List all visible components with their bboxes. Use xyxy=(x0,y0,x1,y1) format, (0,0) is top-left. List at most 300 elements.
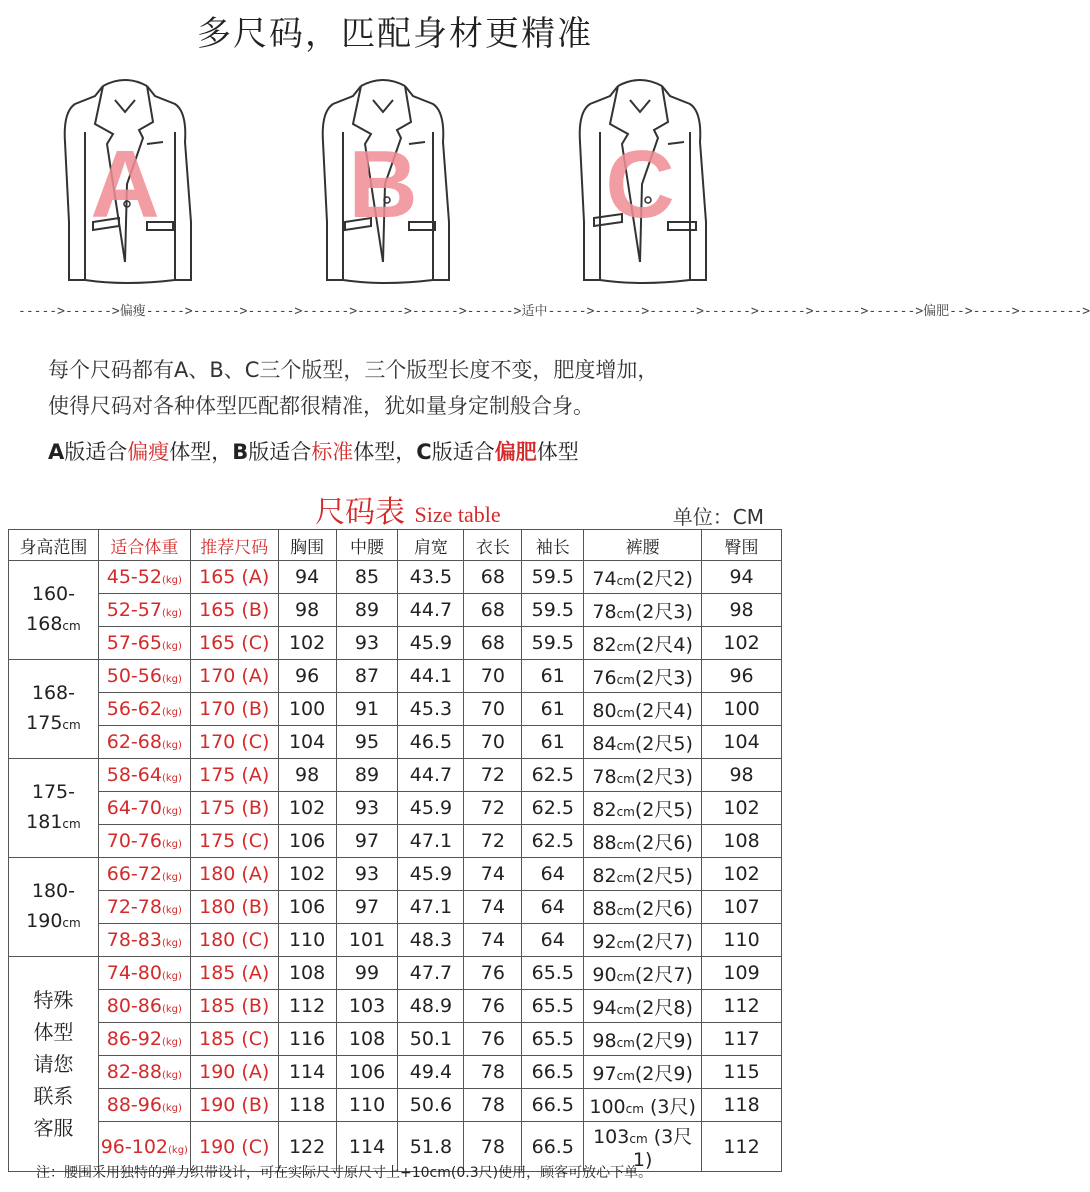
table-cell: 47.1 xyxy=(398,891,464,924)
table-cell: 106 xyxy=(278,825,336,858)
special-line: 客服 xyxy=(33,1116,74,1140)
table-cell xyxy=(584,726,702,759)
waist-cm: 103 xyxy=(593,1126,630,1148)
col-header: 中腰 xyxy=(336,530,398,561)
jacket-b-letter: B xyxy=(348,131,418,238)
waist-chi: (2尺3) xyxy=(634,600,693,623)
height-end-value: 175 xyxy=(26,712,63,734)
type-text: 版适合 xyxy=(431,440,495,464)
table-row xyxy=(9,660,782,693)
table-cell: 170 (A) xyxy=(190,660,278,693)
table-cell: 106 xyxy=(336,1056,398,1089)
table-row xyxy=(9,924,782,957)
waist-cm: 94 xyxy=(592,996,617,1019)
table-cell: 165 (A) xyxy=(190,561,278,594)
table-cell: 62.5 xyxy=(522,759,584,792)
table-cell: 91 xyxy=(336,693,398,726)
table-cell: 62.5 xyxy=(522,792,584,825)
kg-unit: (kg) xyxy=(161,641,182,652)
table-cell: 50.1 xyxy=(398,1023,464,1056)
jacket-c xyxy=(570,72,720,292)
table-cell: 62.5 xyxy=(522,825,584,858)
height-end xyxy=(9,807,98,839)
table-cell: 98 xyxy=(702,759,782,792)
waist-cm: 97 xyxy=(592,1062,617,1085)
waist-chi: (2尺3) xyxy=(634,666,693,689)
special-contact xyxy=(9,957,99,1172)
table-cell: 87 xyxy=(336,660,398,693)
table-cell: 49.4 xyxy=(398,1056,464,1089)
waist-chi: (2尺4) xyxy=(634,699,693,722)
special-line: 请您 xyxy=(33,1052,74,1076)
height-end xyxy=(9,708,98,740)
waist-cm: 82 xyxy=(592,798,617,821)
table-row xyxy=(9,726,782,759)
table-cell: 190 (C) xyxy=(190,1122,278,1172)
jacket-a xyxy=(55,72,205,292)
table-cell: 102 xyxy=(702,858,782,891)
table-cell xyxy=(584,990,702,1023)
type-text: 体型， xyxy=(169,440,233,464)
cm-unit: cm xyxy=(616,870,635,885)
kg-unit: (kg) xyxy=(161,971,182,982)
height-end-value: 181 xyxy=(26,811,63,833)
height-start: 160- xyxy=(31,583,75,605)
table-cell: 112 xyxy=(278,990,336,1023)
table-cell xyxy=(98,891,190,924)
type-a: A xyxy=(48,440,65,464)
desc-line-2: 使得尺码对各种体型匹配都很精准，犹如量身定制般合身。 xyxy=(48,394,594,418)
col-header: 臀围 xyxy=(702,530,782,561)
table-cell: 78 xyxy=(464,1122,522,1172)
table-cell xyxy=(98,792,190,825)
table-row xyxy=(9,858,782,891)
table-cell: 100 xyxy=(702,693,782,726)
table-cell: 85 xyxy=(336,561,398,594)
table-cell: 175 (B) xyxy=(190,792,278,825)
waist-cm: 90 xyxy=(592,963,617,986)
cm-unit: cm xyxy=(62,718,81,732)
waist-cm: 92 xyxy=(592,930,617,953)
table-row xyxy=(9,825,782,858)
table-cell: 66.5 xyxy=(522,1122,584,1172)
fit-seg: -->----->--------> xyxy=(949,304,1090,319)
table-cell: 43.5 xyxy=(398,561,464,594)
table-cell: 95 xyxy=(336,726,398,759)
height-start: 168- xyxy=(31,682,75,704)
table-cell: 98 xyxy=(278,594,336,627)
table-cell: 94 xyxy=(278,561,336,594)
waist-chi: (2尺8) xyxy=(634,996,693,1019)
jacket-a-letter: A xyxy=(90,131,160,238)
table-cell xyxy=(584,1056,702,1089)
table-cell xyxy=(584,594,702,627)
col-header: 身高范围 xyxy=(9,530,99,561)
table-cell: 185 (A) xyxy=(190,957,278,990)
table-cell: 44.7 xyxy=(398,594,464,627)
table-cell: 108 xyxy=(336,1023,398,1056)
waist-chi: (2尺4) xyxy=(634,633,693,656)
weight-value: 72-78 xyxy=(106,896,162,918)
table-cell: 93 xyxy=(336,627,398,660)
table-cell: 115 xyxy=(702,1056,782,1089)
table-cell: 175 (A) xyxy=(190,759,278,792)
kg-unit: (kg) xyxy=(161,674,182,685)
table-cell: 94 xyxy=(702,561,782,594)
special-line: 特殊 xyxy=(33,988,74,1012)
table-cell: 89 xyxy=(336,759,398,792)
height-end-value: 190 xyxy=(26,910,63,932)
table-cell xyxy=(98,594,190,627)
table-cell: 65.5 xyxy=(522,990,584,1023)
table-cell xyxy=(98,759,190,792)
waist-cm: 82 xyxy=(592,864,617,887)
table-cell xyxy=(98,660,190,693)
table-cell xyxy=(98,726,190,759)
weight-value: 88-96 xyxy=(106,1094,162,1116)
table-cell: 93 xyxy=(336,792,398,825)
table-cell: 48.3 xyxy=(398,924,464,957)
size-table-header xyxy=(0,487,790,530)
table-cell: 45.9 xyxy=(398,792,464,825)
table-cell xyxy=(584,957,702,990)
col-header: 衣长 xyxy=(464,530,522,561)
type-b-label: 标准 xyxy=(311,440,354,464)
kg-unit: (kg) xyxy=(161,938,182,949)
table-cell: 180 (B) xyxy=(190,891,278,924)
table-cell: 102 xyxy=(702,792,782,825)
table-cell: 96 xyxy=(278,660,336,693)
cm-unit: cm xyxy=(616,606,635,621)
table-cell: 110 xyxy=(702,924,782,957)
cm-unit: cm xyxy=(62,916,81,930)
table-cell: 102 xyxy=(278,792,336,825)
type-a-label: 偏瘦 xyxy=(127,440,170,464)
table-cell: 170 (B) xyxy=(190,693,278,726)
col-header: 袖长 xyxy=(522,530,584,561)
size-table-title-en: Size table xyxy=(414,502,501,527)
fit-scale xyxy=(18,300,1090,319)
table-cell: 51.8 xyxy=(398,1122,464,1172)
cm-unit: cm xyxy=(616,903,635,918)
table-cell: 64 xyxy=(522,858,584,891)
table-cell: 76 xyxy=(464,990,522,1023)
type-c: C xyxy=(416,440,432,464)
waist-chi: (2尺6) xyxy=(634,831,693,854)
table-cell: 104 xyxy=(702,726,782,759)
cm-unit: cm xyxy=(616,804,635,819)
cm-unit: cm xyxy=(616,837,635,852)
weight-value: 78-83 xyxy=(106,929,162,951)
table-cell: 74 xyxy=(464,858,522,891)
jacket-b xyxy=(313,72,463,292)
footnote: 注：腰围采用独特的弹力织带设计，可在实际尺寸原尺寸上+10cm(0.3尺)使用，顾客可放心下单。 xyxy=(36,1165,653,1181)
cm-unit: cm xyxy=(616,1068,635,1083)
weight-value: 74-80 xyxy=(106,962,162,984)
table-cell: 47.1 xyxy=(398,825,464,858)
table-cell: 64 xyxy=(522,924,584,957)
height-range xyxy=(9,660,99,759)
cm-unit: cm xyxy=(62,619,81,633)
waist-chi: (2尺2) xyxy=(634,567,693,590)
table-cell: 112 xyxy=(702,990,782,1023)
table-cell: 59.5 xyxy=(522,627,584,660)
weight-value: 96-102 xyxy=(100,1135,169,1158)
waist-cm: 74 xyxy=(592,567,617,590)
table-cell: 44.1 xyxy=(398,660,464,693)
waist-cm: 84 xyxy=(592,732,617,755)
col-header: 肩宽 xyxy=(398,530,464,561)
waist-cm: 82 xyxy=(592,633,617,656)
table-cell xyxy=(98,693,190,726)
table-cell: 93 xyxy=(336,858,398,891)
table-cell: 68 xyxy=(464,627,522,660)
table-cell: 97 xyxy=(336,825,398,858)
waist-chi: (2尺9) xyxy=(634,1029,693,1052)
table-cell: 103 xyxy=(336,990,398,1023)
table-cell: 108 xyxy=(278,957,336,990)
size-table-title-cn: 尺码表 xyxy=(315,495,405,530)
special-line: 联系 xyxy=(33,1084,74,1108)
kg-unit: (kg) xyxy=(161,1070,182,1081)
table-cell xyxy=(98,561,190,594)
table-cell: 76 xyxy=(464,1023,522,1056)
col-header: 胸围 xyxy=(278,530,336,561)
fit-label-thin: 偏瘦 xyxy=(119,304,146,319)
waist-chi: (2尺5) xyxy=(634,798,693,821)
cm-unit: cm xyxy=(616,1035,635,1050)
type-text: 体型， xyxy=(353,440,417,464)
jacket-illustrations xyxy=(0,72,790,292)
waist-cm: 88 xyxy=(592,831,617,854)
table-row xyxy=(9,1089,782,1122)
waist-cm: 98 xyxy=(592,1029,617,1052)
weight-value: 86-92 xyxy=(106,1028,162,1050)
type-text: 版适合 xyxy=(248,440,312,464)
table-cell xyxy=(584,924,702,957)
col-header: 推荐尺码 xyxy=(190,530,278,561)
table-cell xyxy=(584,627,702,660)
table-cell: 102 xyxy=(278,858,336,891)
fit-label-mid: 适中 xyxy=(521,304,548,319)
cm-unit: cm xyxy=(629,1132,648,1146)
table-cell xyxy=(584,858,702,891)
table-cell: 45.9 xyxy=(398,627,464,660)
kg-unit: (kg) xyxy=(161,1103,182,1114)
table-cell: 185 (B) xyxy=(190,990,278,1023)
table-cell: 68 xyxy=(464,561,522,594)
jacket-c-letter: C xyxy=(605,131,675,238)
special-line: 体型 xyxy=(33,1020,74,1044)
table-row xyxy=(9,759,782,792)
table-cell xyxy=(584,1089,702,1122)
table-cell: 48.9 xyxy=(398,990,464,1023)
weight-value: 57-65 xyxy=(106,632,162,654)
height-end-value: 168 xyxy=(26,613,63,635)
fit-seg: ----->------>------>------>------>------>------> xyxy=(547,304,924,319)
table-cell xyxy=(584,792,702,825)
table-cell: 165 (C) xyxy=(190,627,278,660)
waist-chi: (2尺5) xyxy=(634,732,693,755)
cm-unit: cm xyxy=(62,817,81,831)
col-header: 适合体重 xyxy=(98,530,190,561)
table-cell: 117 xyxy=(702,1023,782,1056)
height-start: 180- xyxy=(31,880,75,902)
kg-unit: (kg) xyxy=(161,773,182,784)
fit-seg: ----->------> xyxy=(18,304,120,319)
table-cell: 114 xyxy=(278,1056,336,1089)
table-cell: 59.5 xyxy=(522,561,584,594)
desc-line-1: 每个尺码都有A、B、C三个版型，三个版型长度不变，肥度增加， xyxy=(48,358,659,382)
kg-unit: (kg) xyxy=(168,1144,188,1156)
cm-unit: cm xyxy=(616,1002,635,1017)
cm-unit: cm xyxy=(616,936,635,951)
table-cell: 107 xyxy=(702,891,782,924)
table-cell: 78 xyxy=(464,1056,522,1089)
table-cell: 72 xyxy=(464,825,522,858)
table-row xyxy=(9,957,782,990)
table-cell: 100 xyxy=(278,693,336,726)
table-cell: 64 xyxy=(522,891,584,924)
table-row xyxy=(9,1056,782,1089)
weight-value: 50-56 xyxy=(106,665,162,687)
cm-unit: cm xyxy=(616,738,635,753)
weight-value: 80-86 xyxy=(106,995,162,1017)
weight-value: 58-64 xyxy=(106,764,162,786)
weight-value: 70-76 xyxy=(106,830,162,852)
kg-unit: (kg) xyxy=(161,575,182,586)
waist-chi: (3尺) xyxy=(643,1095,696,1118)
table-cell xyxy=(584,693,702,726)
table-cell: 104 xyxy=(278,726,336,759)
weight-value: 56-62 xyxy=(106,698,162,720)
table-cell xyxy=(584,891,702,924)
table-cell: 122 xyxy=(278,1122,336,1172)
table-cell: 96 xyxy=(702,660,782,693)
cm-unit: cm xyxy=(616,573,635,588)
kg-unit: (kg) xyxy=(161,839,182,850)
kg-unit: (kg) xyxy=(161,1004,182,1015)
type-text: 体型 xyxy=(536,440,579,464)
table-cell: 110 xyxy=(278,924,336,957)
table-cell: 165 (B) xyxy=(190,594,278,627)
table-cell: 175 (C) xyxy=(190,825,278,858)
desc-types xyxy=(48,434,778,470)
table-cell: 112 xyxy=(702,1122,782,1172)
unit-label: 单位：CM xyxy=(672,505,764,529)
size-table xyxy=(8,529,782,1172)
table-cell: 72 xyxy=(464,759,522,792)
type-text: 版适合 xyxy=(64,440,128,464)
table-cell: 61 xyxy=(522,693,584,726)
height-start: 175- xyxy=(31,781,75,803)
table-cell: 70 xyxy=(464,726,522,759)
table-cell xyxy=(98,1023,190,1056)
table-cell xyxy=(98,990,190,1023)
table-cell: 66.5 xyxy=(522,1056,584,1089)
table-cell: 59.5 xyxy=(522,594,584,627)
page-title: 多尺码，匹配身材更精准 xyxy=(197,14,593,54)
table-header-row xyxy=(9,530,782,561)
kg-unit: (kg) xyxy=(161,806,182,817)
waist-cm: 78 xyxy=(592,765,617,788)
waist-cm: 88 xyxy=(592,897,617,920)
table-cell: 190 (B) xyxy=(190,1089,278,1122)
size-table-title xyxy=(315,487,501,531)
kg-unit: (kg) xyxy=(161,1037,182,1048)
table-cell: 118 xyxy=(702,1089,782,1122)
table-cell: 116 xyxy=(278,1023,336,1056)
weight-value: 45-52 xyxy=(106,566,162,588)
table-cell: 46.5 xyxy=(398,726,464,759)
table-cell xyxy=(584,1023,702,1056)
kg-unit: (kg) xyxy=(161,740,182,751)
table-cell: 185 (C) xyxy=(190,1023,278,1056)
waist-chi: (3尺1) xyxy=(632,1126,693,1171)
table-cell xyxy=(98,627,190,660)
type-b: B xyxy=(232,440,249,464)
table-cell: 70 xyxy=(464,660,522,693)
table-cell: 98 xyxy=(702,594,782,627)
table-cell: 74 xyxy=(464,924,522,957)
table-cell: 76 xyxy=(464,957,522,990)
waist-chi: (2尺5) xyxy=(634,864,693,887)
weight-value: 82-88 xyxy=(106,1061,162,1083)
table-cell xyxy=(584,825,702,858)
table-cell: 72 xyxy=(464,792,522,825)
col-header: 裤腰 xyxy=(584,530,702,561)
type-c-label: 偏肥 xyxy=(494,440,537,464)
cm-unit: cm xyxy=(616,639,635,654)
waist-chi: (2尺7) xyxy=(634,963,693,986)
height-end xyxy=(9,609,98,641)
height-range xyxy=(9,858,99,957)
description xyxy=(48,352,778,470)
table-cell: 61 xyxy=(522,660,584,693)
table-cell: 106 xyxy=(278,891,336,924)
table-cell xyxy=(584,759,702,792)
table-cell xyxy=(98,957,190,990)
table-cell xyxy=(98,1056,190,1089)
cm-unit: cm xyxy=(616,705,635,720)
table-cell: 44.7 xyxy=(398,759,464,792)
cm-unit: cm xyxy=(616,771,635,786)
table-cell: 118 xyxy=(278,1089,336,1122)
table-cell: 109 xyxy=(702,957,782,990)
waist-cm: 100 xyxy=(589,1095,626,1118)
fit-label-fat: 偏肥 xyxy=(923,304,950,319)
table-cell: 50.6 xyxy=(398,1089,464,1122)
table-cell: 99 xyxy=(336,957,398,990)
table-cell: 108 xyxy=(702,825,782,858)
table-cell: 89 xyxy=(336,594,398,627)
height-range xyxy=(9,759,99,858)
weight-value: 64-70 xyxy=(106,797,162,819)
waist-chi: (2尺3) xyxy=(634,765,693,788)
table-cell: 180 (C) xyxy=(190,924,278,957)
kg-unit: (kg) xyxy=(161,608,182,619)
table-cell xyxy=(584,561,702,594)
table-cell: 45.3 xyxy=(398,693,464,726)
table-cell: 170 (C) xyxy=(190,726,278,759)
cm-unit: cm xyxy=(625,1101,644,1116)
kg-unit: (kg) xyxy=(161,872,182,883)
table-row xyxy=(9,1023,782,1056)
waist-cm: 78 xyxy=(592,600,617,623)
waist-chi: (2尺7) xyxy=(634,930,693,953)
waist-cm: 76 xyxy=(592,666,617,689)
fit-seg: ----->------>------>------>------>------>------> xyxy=(145,304,522,319)
